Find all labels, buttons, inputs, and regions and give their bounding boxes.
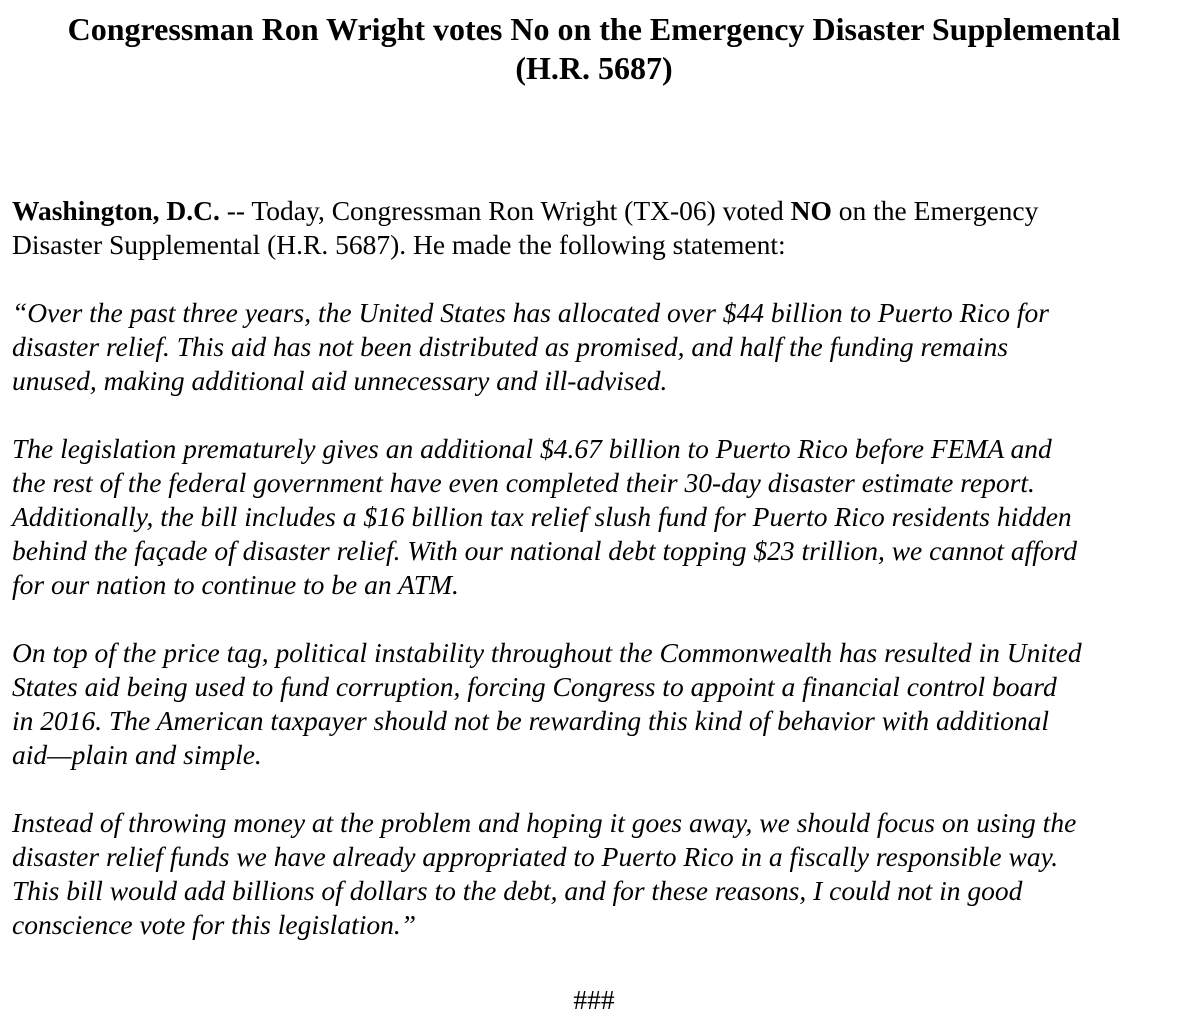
- quote-line: States aid being used to fund corruption, forcing Congress to appoint a financial control board: [12, 671, 1057, 702]
- quote-line: disaster relief funds we have already appropriated to Puerto Rico in a fiscally responsible way.: [12, 841, 1059, 872]
- quote-paragraph-4: [12, 806, 1190, 942]
- quote-line: the rest of the federal government have even completed their 30-day disaster estimate report.: [12, 467, 1035, 498]
- intro-paragraph: [12, 194, 1190, 262]
- quote-line: On top of the price tag, political instability throughout the Commonwealth has resulted in United: [12, 637, 1082, 668]
- intro-line-2: Disaster Supplemental (H.R. 5687). He made the following statement:: [12, 229, 786, 260]
- statement-quote: [12, 296, 1190, 942]
- title-line-1: Congressman Ron Wright votes No on the Emergency Disaster Supplemental: [67, 11, 1121, 47]
- quote-paragraph-1: [12, 296, 1190, 398]
- press-release-title: [0, 10, 1188, 88]
- press-release-body: [12, 194, 1190, 976]
- quote-line: behind the façade of disaster relief. With our national debt topping $23 trillion, we cannot afford: [12, 535, 1078, 566]
- quote-line: for our nation to continue to be an ATM.: [12, 569, 459, 600]
- intro-text-after-vote: on the Emergency: [831, 195, 1039, 226]
- quote-line: “Over the past three years, the United States has allocated over $44 billion to Puerto Rico for: [12, 297, 1049, 328]
- quote-line: conscience vote for this legislation.”: [12, 909, 417, 940]
- quote-line: The legislation prematurely gives an additional $4.67 billion to Puerto Rico before FEMA and: [12, 433, 1052, 464]
- dateline: Washington, D.C.: [12, 195, 220, 226]
- intro-text-before-vote: -- Today, Congressman Ron Wright (TX-06) voted: [219, 195, 791, 226]
- intro-line-1: [12, 194, 1190, 228]
- vote-result: NO: [790, 195, 832, 226]
- closing-mark: ###: [573, 984, 615, 1015]
- quote-line: This bill would add billions of dollars to the debt, and for these reasons, I could not in good: [12, 875, 1023, 906]
- quote-paragraph-3: [12, 636, 1190, 772]
- title-line-2: (H.R. 5687): [515, 50, 673, 86]
- quote-paragraph-2: [12, 432, 1190, 602]
- quote-line: disaster relief. This aid has not been distributed as promised, and half the funding remains: [12, 331, 1009, 362]
- quote-line: unused, making additional aid unnecessary and ill-advised.: [12, 365, 668, 396]
- quote-line: Instead of throwing money at the problem and hoping it goes away, we should focus on using the: [12, 807, 1077, 838]
- quote-line: aid—plain and simple.: [12, 739, 262, 770]
- quote-line: in 2016. The American taxpayer should not be rewarding this kind of behavior with additional: [12, 705, 1050, 736]
- quote-line: Additionally, the bill includes a $16 billion tax relief slush fund for Puerto Rico residents hidden: [12, 501, 1072, 532]
